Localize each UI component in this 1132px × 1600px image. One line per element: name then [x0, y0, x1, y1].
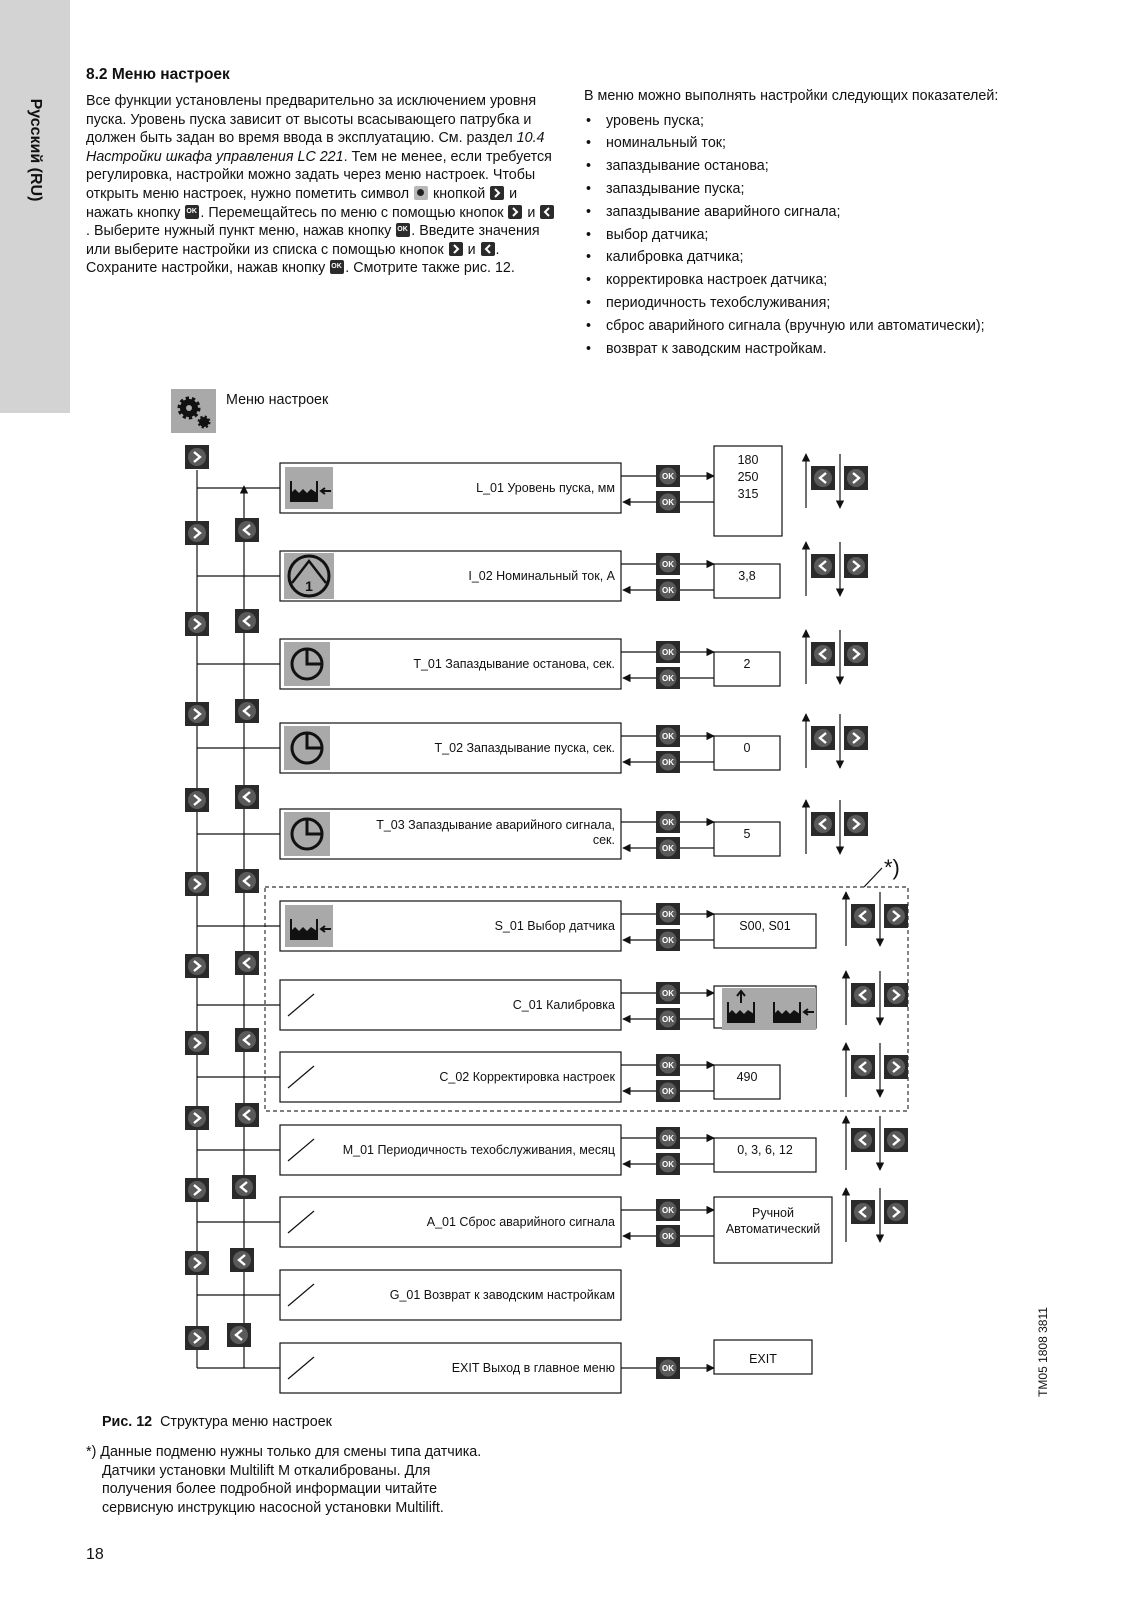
value-text: Ручной — [752, 1206, 794, 1220]
ok-label: OK — [662, 586, 674, 595]
menu-row-exit — [197, 1340, 812, 1393]
gear-icon — [171, 389, 216, 433]
arrow-left-button-icon — [235, 785, 259, 809]
arrow-left-button-icon — [851, 904, 875, 928]
arrow-left-button-icon — [235, 1028, 259, 1052]
language-label: Русский (RU) — [27, 98, 44, 202]
settings-bullet-item: • периодичность техобслуживания; — [584, 292, 1104, 315]
settings-bullet-item: • калибровка датчика; — [584, 246, 1104, 269]
ok-label: OK — [662, 989, 674, 998]
menu-row-c-02 — [197, 1043, 908, 1102]
arrow-left-button-icon — [811, 466, 835, 490]
value-text: 180 — [737, 453, 759, 467]
value-text: 315 — [737, 487, 759, 501]
ok-label: OK — [662, 818, 674, 827]
intro-text: кнопкой — [429, 185, 490, 202]
arrow-right-button-icon — [185, 1251, 209, 1275]
intro-text: . Введите значения или выберите настройки из списка с помощью кнопок — [86, 223, 540, 258]
settings-bullet-item: • уровень пуска; — [584, 110, 1104, 133]
ok-button-icon — [656, 1080, 680, 1102]
arrow-right-button-icon — [884, 904, 908, 928]
diagram-title: Меню настроек — [226, 392, 329, 408]
ok-label: OK — [662, 758, 674, 767]
menu-item-label: T_03 Запаздывание аварийного сигнала, — [376, 818, 615, 832]
ok-label: OK — [662, 674, 674, 683]
menu-item-label: S_01 Выбор датчика — [494, 919, 615, 933]
intro-text: . Перемещайтесь по меню с помощью кнопок — [200, 204, 508, 221]
intro-text: и нажать кнопку — [86, 185, 518, 221]
arrow-left-button-icon — [235, 951, 259, 975]
ok-label: OK — [662, 1061, 674, 1070]
ok-label: OK — [662, 648, 674, 657]
menu-item-label: I_02 Номинальный ток, А — [468, 569, 615, 583]
arrow-right-button-icon — [884, 983, 908, 1007]
arrow-left-button-icon — [235, 609, 259, 633]
value-text: 0 — [743, 741, 751, 755]
value-text: EXIT — [749, 1352, 777, 1366]
arrow-left-button-icon — [235, 869, 259, 893]
ok-button-icon — [656, 1225, 680, 1247]
menu-row-s-01 — [197, 892, 908, 951]
settings-list-intro: В меню можно выполнять настройки следующих показателей: — [584, 88, 999, 104]
menu-item-box — [280, 809, 621, 859]
settings-bullet-item: • корректировка настроек датчика; — [584, 269, 1104, 292]
figure-label: Рис. 12 — [102, 1414, 153, 1430]
menu-item-label: C_01 Калибровка — [512, 998, 615, 1012]
section-title: 8.2 Меню настроек — [86, 66, 230, 83]
ok-button-icon — [656, 903, 680, 925]
arrow-right-button-icon — [844, 554, 868, 578]
ok-label: OK — [662, 1206, 674, 1215]
ok-button-icon — [656, 1357, 680, 1379]
settings-bullet-item: • сброс аварийного сигнала (вручную или автоматически); — [584, 315, 1104, 338]
arrow-left-button-icon — [851, 1055, 875, 1079]
ok-label: OK — [662, 472, 674, 481]
clock-icon — [284, 642, 330, 686]
ok-button-icon — [656, 751, 680, 773]
settings-bullet-item: • запаздывание пуска; — [584, 178, 1104, 201]
arrow-right-button-icon — [884, 1128, 908, 1152]
menu-item-label: G_01 Возврат к заводским настройкам — [389, 1288, 615, 1302]
menu-row-t-02 — [197, 714, 868, 773]
ok-button-icon — [656, 1127, 680, 1149]
settings-bullet-item: • возврат к заводским настройкам. — [584, 338, 1104, 361]
value-text: Автоматический — [725, 1222, 821, 1236]
asterisk-note: *) — [884, 855, 900, 880]
settings-bullet-item: • запаздывание останова; — [584, 155, 1104, 178]
menu-item-label: EXIT Выход в главное меню — [451, 1361, 615, 1375]
ok-button-icon — [656, 579, 680, 601]
arrow-right-button-icon — [844, 466, 868, 490]
clock-icon — [284, 812, 330, 856]
arrow-right-button-icon — [185, 954, 209, 978]
ok-button-icon — [656, 982, 680, 1004]
ok-label: OK — [662, 1087, 674, 1096]
menu-item-label: сек. — [592, 833, 615, 847]
arrow-right-button-icon — [185, 521, 209, 545]
intro-text: и — [523, 204, 540, 221]
ok-label: OK — [662, 936, 674, 945]
menu-row-m-01 — [197, 1116, 908, 1175]
arrow-right-button-icon — [185, 788, 209, 812]
ok-button-icon — [656, 1153, 680, 1175]
footnote — [86, 1443, 556, 1517]
ok-button-icon — [656, 641, 680, 663]
ok-button-icon — [656, 1054, 680, 1076]
value-text: 490 — [736, 1070, 758, 1084]
ok-label: OK — [662, 732, 674, 741]
arrow-right-button-icon — [844, 812, 868, 836]
footnote-line: получения более подробной информации читайте — [102, 1481, 438, 1498]
menu-row-a-01 — [197, 1188, 908, 1263]
ok-button-icon — [656, 1199, 680, 1221]
settings-bullet-item: • запаздывание аварийного сигнала; — [584, 201, 1104, 224]
arrow-left-button-icon — [230, 1248, 254, 1272]
arrow-right-button-icon — [185, 1178, 209, 1202]
pump-number: 1 — [305, 578, 313, 594]
menu-item-label: M_01 Периодичность техобслуживания, месяц — [342, 1143, 615, 1157]
level-icon — [285, 467, 333, 509]
value-text: 5 — [743, 827, 751, 841]
level-icon — [768, 988, 816, 1030]
arrow-right-button-icon — [185, 1106, 209, 1130]
arrow-right-button-icon — [185, 702, 209, 726]
arrow-left-button-icon — [235, 518, 259, 542]
menu-row-l-01 — [197, 446, 868, 536]
arrow-right-button-icon — [844, 726, 868, 750]
value-text: 0, 3, 6, 12 — [737, 1143, 793, 1157]
menu-item-label: A_01 Сброс аварийного сигнала — [426, 1215, 615, 1229]
footnote-line: Датчики установки Multilift M откалиброваны. Для — [102, 1462, 431, 1479]
arrow-right-button-icon — [185, 445, 209, 469]
arrow-right-button-icon — [884, 1200, 908, 1224]
arrow-left-button-icon — [851, 983, 875, 1007]
figure-caption — [102, 1413, 332, 1432]
menu-row-g-01 — [197, 1270, 621, 1320]
menu-row-t-01 — [197, 630, 868, 689]
pump-icon — [284, 553, 334, 599]
page-number: 18 — [86, 1546, 104, 1563]
arrow-right-button-icon — [185, 1031, 209, 1055]
arrow-left-button-icon — [851, 1200, 875, 1224]
ok-label: OK — [662, 498, 674, 507]
ok-label: OK — [662, 1015, 674, 1024]
menu-item-label: T_01 Запаздывание останова, сек. — [413, 657, 615, 671]
ok-button-icon — [656, 837, 680, 859]
intro-text: . Смотрите также рис. 12. — [345, 260, 515, 277]
intro-text: и — [463, 241, 480, 258]
value-text: 3,8 — [738, 569, 756, 583]
menu-item-label: L_01 Уровень пуска, мм — [476, 481, 615, 495]
intro-text: . Сохраните настройки, нажав кнопку — [86, 241, 500, 277]
arrow-left-button-icon — [811, 726, 835, 750]
ok-button-icon — [656, 667, 680, 689]
drawing-code: TM05 1808 3811 — [1036, 1307, 1050, 1397]
footnote-line: сервисную инструкцию насосной установки Multilift. — [102, 1499, 444, 1516]
level-up-icon — [722, 988, 770, 1030]
arrow-right-button-icon — [185, 1326, 209, 1350]
ok-button-icon — [656, 929, 680, 951]
menu-row-t-03 — [197, 800, 868, 859]
arrow-right-button-icon — [185, 872, 209, 896]
ok-label: OK — [662, 560, 674, 569]
value-text: 250 — [737, 470, 759, 484]
asterisk-pointer — [864, 868, 882, 887]
intro-text: Все функции установлены предварительно за исключением уровня пуска. Уровень пуска зависит от высоты всасывающего патрубка и должен быть задан во время ввода в эксплуатацию. См. раздел — [86, 93, 537, 147]
intro-text: . Тем не менее, если требуется регулировка, настройки можно задать через меню настроек. Чтобы открыть меню настроек, нужно пометить символ — [86, 148, 552, 202]
ok-label: OK — [662, 910, 674, 919]
arrow-left-button-icon — [811, 554, 835, 578]
ok-button-icon — [656, 1008, 680, 1030]
ok-button-icon — [656, 465, 680, 487]
arrow-left-button-icon — [232, 1175, 256, 1199]
arrow-left-button-icon — [811, 642, 835, 666]
ok-button-icon — [656, 491, 680, 513]
settings-bullet-item: • выбор датчика; — [584, 224, 1104, 247]
ok-label: OK — [662, 1364, 674, 1373]
ok-label: OK — [662, 844, 674, 853]
ok-button-icon — [656, 553, 680, 575]
clock-icon — [284, 726, 330, 770]
menu-row-c-01 — [197, 971, 908, 1030]
menu-item-label: C_02 Корректировка настроек — [439, 1070, 615, 1084]
figure-title: Структура меню настроек — [160, 1414, 332, 1430]
ok-label: OK — [662, 1232, 674, 1241]
settings-bullet-item: • номинальный ток; — [584, 132, 1104, 155]
arrow-left-button-icon — [235, 1103, 259, 1127]
ok-button-icon — [656, 811, 680, 833]
level-icon — [285, 905, 333, 947]
arrow-left-button-icon — [235, 699, 259, 723]
footnote-line: *) Данные подменю нужны только для смены типа датчика. — [86, 1444, 482, 1460]
ok-label: OK — [662, 1160, 674, 1169]
value-text: S00, S01 — [739, 919, 791, 933]
menu-row-i-02 — [197, 542, 868, 601]
value-text: 2 — [743, 657, 751, 671]
intro-text: 10.4 Настройки шкафа управления LC 221 — [86, 130, 545, 165]
arrow-left-button-icon — [851, 1128, 875, 1152]
arrow-left-button-icon — [227, 1323, 251, 1347]
intro-text: . Выберите нужный пункт меню, нажав кнопку — [86, 223, 396, 240]
arrow-right-button-icon — [844, 642, 868, 666]
ok-button-icon — [656, 725, 680, 747]
ok-label: OK — [662, 1134, 674, 1143]
arrow-right-button-icon — [185, 612, 209, 636]
arrow-right-button-icon — [884, 1055, 908, 1079]
menu-item-label: T_02 Запаздывание пуска, сек. — [434, 741, 615, 755]
arrow-left-button-icon — [811, 812, 835, 836]
